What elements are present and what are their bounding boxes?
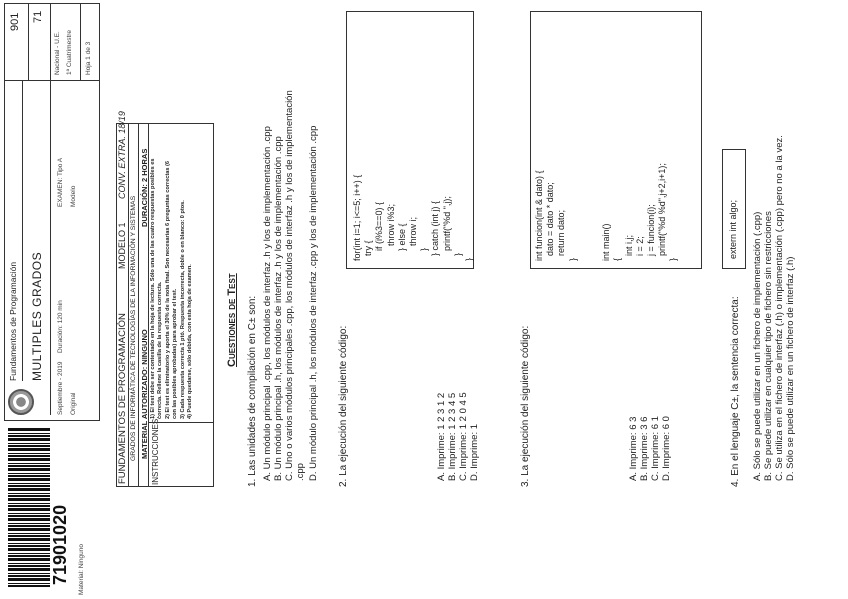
question-3-code: int funcion(int & dato) { dato = dato * dato; return dato; } int main() { int i,j; i = 2; j = funcion(i); printf("%d %d",j+2,i+1); } [534, 163, 679, 261]
instruction-line: 2) El test es eliminatorio y aporta el 30% de la nota final. Son necesarias 6 preguntas correctas (6 [164, 160, 171, 419]
section-title: Cuestiones de Test [226, 273, 238, 367]
exam-model: Modelo [70, 185, 77, 207]
question-2: 2. La ejecución del siguiente código: [338, 325, 349, 487]
instruction-line: correcta. Rellene la casilla de la respuesta correcta. [157, 281, 164, 419]
course-name: Fundamentos de Programación [8, 261, 18, 381]
option: B. Imprime: 1 2 3 4 5 [447, 392, 458, 481]
info-grades: GRADOS DE INFORMÁTICA DE TECNOLOGÍAS DE LA INFORMACIÓN Y SISTEMAS [129, 195, 137, 461]
barcode [8, 427, 50, 587]
info-conv: CONV. EXTRA. 18/19 [117, 111, 127, 199]
option: A. Un módulo principal .cpp, los módulos de interfaz .h y los de implementación .cpp [262, 126, 273, 481]
exam-original: Original [70, 392, 77, 415]
instructions-label: INSTRUCCIONES: [151, 416, 160, 485]
option: B. Se puede utilizar en cualquier tipo de fichero sin restricciones [763, 211, 774, 481]
university-seal-icon [8, 389, 34, 415]
code-top: 901 [9, 12, 21, 31]
question-2-options [436, 392, 480, 481]
material-note: Material: Ninguno [78, 544, 85, 595]
option: D. Imprime: 6 0 [661, 416, 672, 481]
instruction-line: 3) Cada respuesta correcta 1 ptó. Respuesta incorrecta, doble o en blanco: 0 ptos. [179, 200, 186, 419]
exam-date: Septiembre - 2019 [57, 361, 64, 415]
option: C. Uno o varios módulos principales .cpp, los módulos de interfaz .h y los de implementación [284, 90, 295, 481]
barcode-number: 71901020 [50, 504, 70, 585]
option: B. Imprime: 3 6 [639, 416, 650, 481]
question-4: 4. En el lenguaje C±, la sentencia correcta: [730, 296, 741, 487]
question-3: 3. La ejecución del siguiente código: [520, 325, 531, 487]
page-indicator: Hoja 1 de 3 [85, 41, 92, 75]
instruction-line: 4) Puede quedarse, sólo debida, con esta hoja de examen. [187, 264, 194, 419]
option: C. Imprime: 6 1 [650, 416, 661, 481]
option: B. Un módulo principal .h, los módulos de interfaz .h y los de implementación .cpp [273, 136, 284, 481]
instructions-list [150, 158, 194, 419]
question-4-code: extern int algo; [728, 199, 738, 259]
instruction-line: con las posibles aprobadas) para aprobar el test. [172, 288, 179, 419]
info-title: FUNDAMENTOS DE PROGRAMACIÓN [117, 313, 128, 484]
instruction-line: 1) El test debe ser contestado en la hoja de lectura. Sólo una de las cuatro respuestas posibles es [150, 158, 156, 419]
question-3-options [628, 416, 672, 481]
option: C. Se utiliza en el fichero de interfaz (.h) o implementación (.cpp) pero no a la vez. [774, 135, 785, 481]
question-1: 1. Las unidades de compilación en C± son: [247, 295, 258, 487]
option: A. Imprime: 6 3 [628, 416, 639, 481]
option: .cpp [295, 463, 306, 481]
question-1-options [262, 90, 319, 481]
national-label: Nacional - U.E. [54, 31, 61, 75]
info-duration: DURACIÓN: 2 HORAS [139, 148, 149, 227]
code-num: 71 [32, 10, 44, 23]
option: A. Sólo se puede utilizar en un fichero de implementación (.cpp) [752, 211, 763, 481]
option: C. Imprime: 1 2 0 4 5 [458, 392, 469, 481]
option: A. Imprime: 1 2 3 1 2 [436, 392, 447, 481]
info-material: MATERIAL AUTORIZADO: NINGUNO [139, 329, 149, 459]
info-model: MODELO 1 [117, 222, 127, 269]
question-4-options [752, 135, 796, 481]
program-name: MULTIPLES GRADOS [30, 251, 44, 381]
option: D. Sólo se puede utilizar en un fichero de interfaz (.h) [785, 256, 796, 481]
exam-duration: Duración: 120 min [57, 300, 64, 353]
option: D. Imprime: 1 [469, 423, 480, 481]
exam-type: EXAMEN: Tipo A [57, 157, 64, 207]
week-label: 1ª Cuatrimestre [66, 29, 73, 75]
option: D. Un módulo principal .h, los módulos de interfaz .cpp y los de implementación .cpp [308, 125, 319, 481]
question-2-code: for(int i=1; i<=5; i++) { try { if (i%3==0) { throw i%3; } else { throw i; } } catch (int j) { printf("%d ",j); } } [352, 174, 475, 261]
